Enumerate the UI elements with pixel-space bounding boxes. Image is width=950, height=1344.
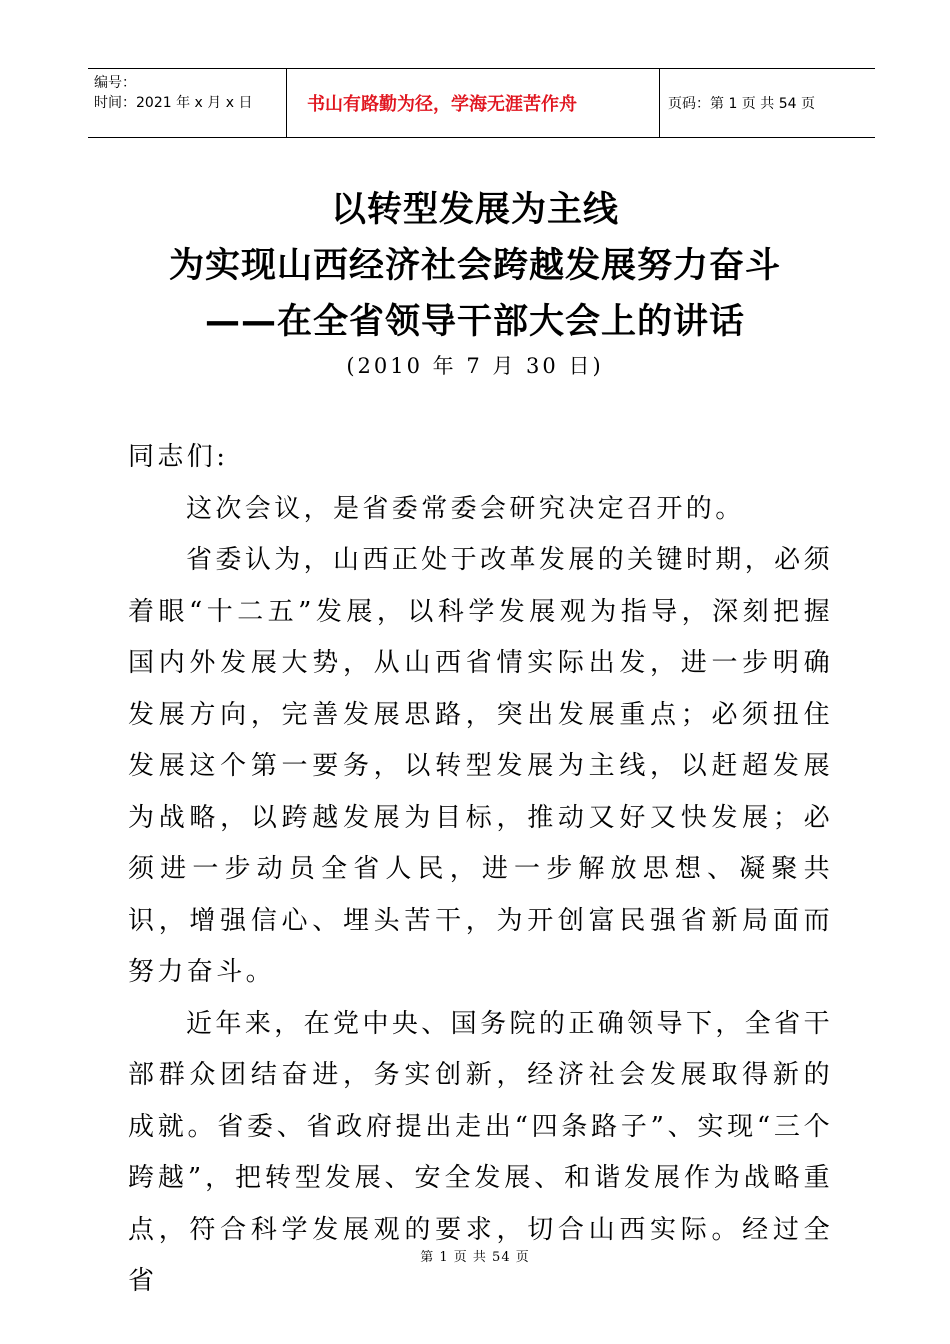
- title-line-2: 为实现山西经济社会跨越发展努力奋斗: [168, 246, 781, 286]
- speech-date: (2010 年 7 月 30 日): [346, 354, 604, 378]
- title-line-1: 以转型发展为主线: [330, 190, 619, 230]
- paragraph: 这次会议，是省委常委会研究决定召开的。: [186, 493, 745, 524]
- header-page-info: 页码：第 1 页 共 54 页: [668, 96, 815, 112]
- paragraph: 省委认为，山西正处于改革发展的关键时期，必须着眼“十二五”发展，以科学发展观为指导，深刻把握国内外发展大势，从山西省情实际出发，进一步明确发展方向，完善发展思路，突出发展重点；必须扭住发展这个第一要务，以转型发展为主线，以赶超发展为战略，以跨越发展为目标，推动又好又快发展；必须进一步动员全省人民，进一步解放思想、凝聚共识，增强信心、埋头苦干，为开创富民强省新局面而努力奋斗。: [128, 545, 833, 987]
- title-line-3: ——在全省领导干部大会上的讲话: [204, 302, 745, 342]
- speech-body: [128, 432, 833, 1308]
- motto: 书山有路勤为径，学海无涯苦作舟: [286, 69, 660, 137]
- serial-label: 编号：: [94, 75, 136, 91]
- time-label: 时间：2021 年 x 月 x 日: [94, 95, 253, 111]
- greeting: 同志们:: [128, 442, 229, 472]
- title-block: [0, 182, 950, 382]
- paragraph: 近年来，在党中央、国务院的正确领导下，全省干部群众团结奋进，务实创新，经济社会发展取得新的成就。省委、省政府提出走出“四条路子”、实现“三个跨越”，把转型发展、安全发展、和谐发展作为战略重点，符合科学发展观的要求，切合山西实际。经过全省: [128, 1008, 833, 1296]
- header-meta: [88, 69, 286, 137]
- document-header: [88, 68, 875, 138]
- page-footer: 第 1 页 共 54 页: [420, 1250, 530, 1265]
